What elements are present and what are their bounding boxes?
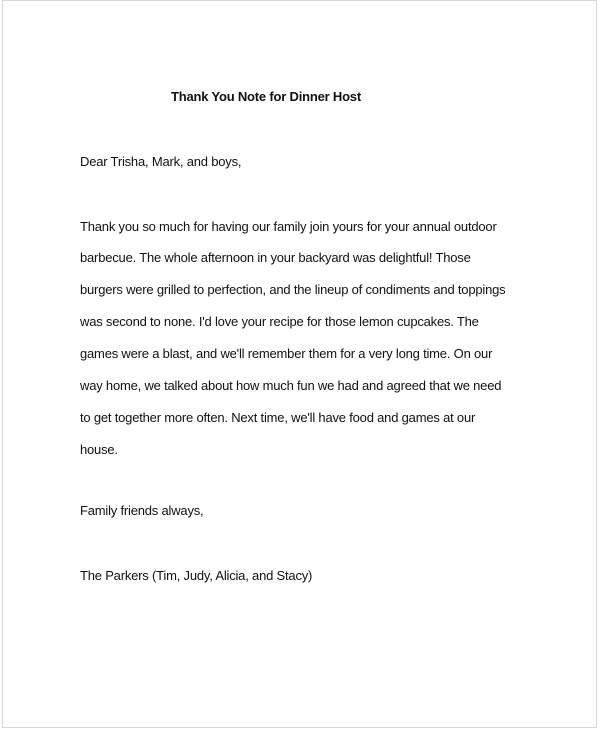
body-line: to get together more often. Next time, we'll have food and games at our — [80, 410, 476, 425]
body-line: Thank you so much for having our family join yours for your annual outdoor — [80, 219, 497, 234]
body-line: burgers were grilled to perfection, and the lineup of condiments and toppings — [80, 282, 506, 297]
body-line: games were a blast, and we'll remember them for a very long time. On our — [80, 346, 493, 361]
document-title: Thank You Note for Dinner Host — [171, 89, 361, 104]
signature: The Parkers (Tim, Judy, Alicia, and Stacy) — [80, 568, 313, 583]
body-line: barbecue. The whole afternoon in your backyard was delightful! Those — [80, 250, 471, 265]
closing: Family friends always, — [80, 503, 204, 518]
body-line: house. — [80, 442, 118, 457]
salutation: Dear Trisha, Mark, and boys, — [80, 154, 242, 169]
body-line: was second to none. I'd love your recipe for those lemon cupcakes. The — [80, 314, 479, 329]
body-line: way home, we talked about how much fun we had and agreed that we need — [80, 378, 502, 393]
document-page — [2, 0, 597, 728]
